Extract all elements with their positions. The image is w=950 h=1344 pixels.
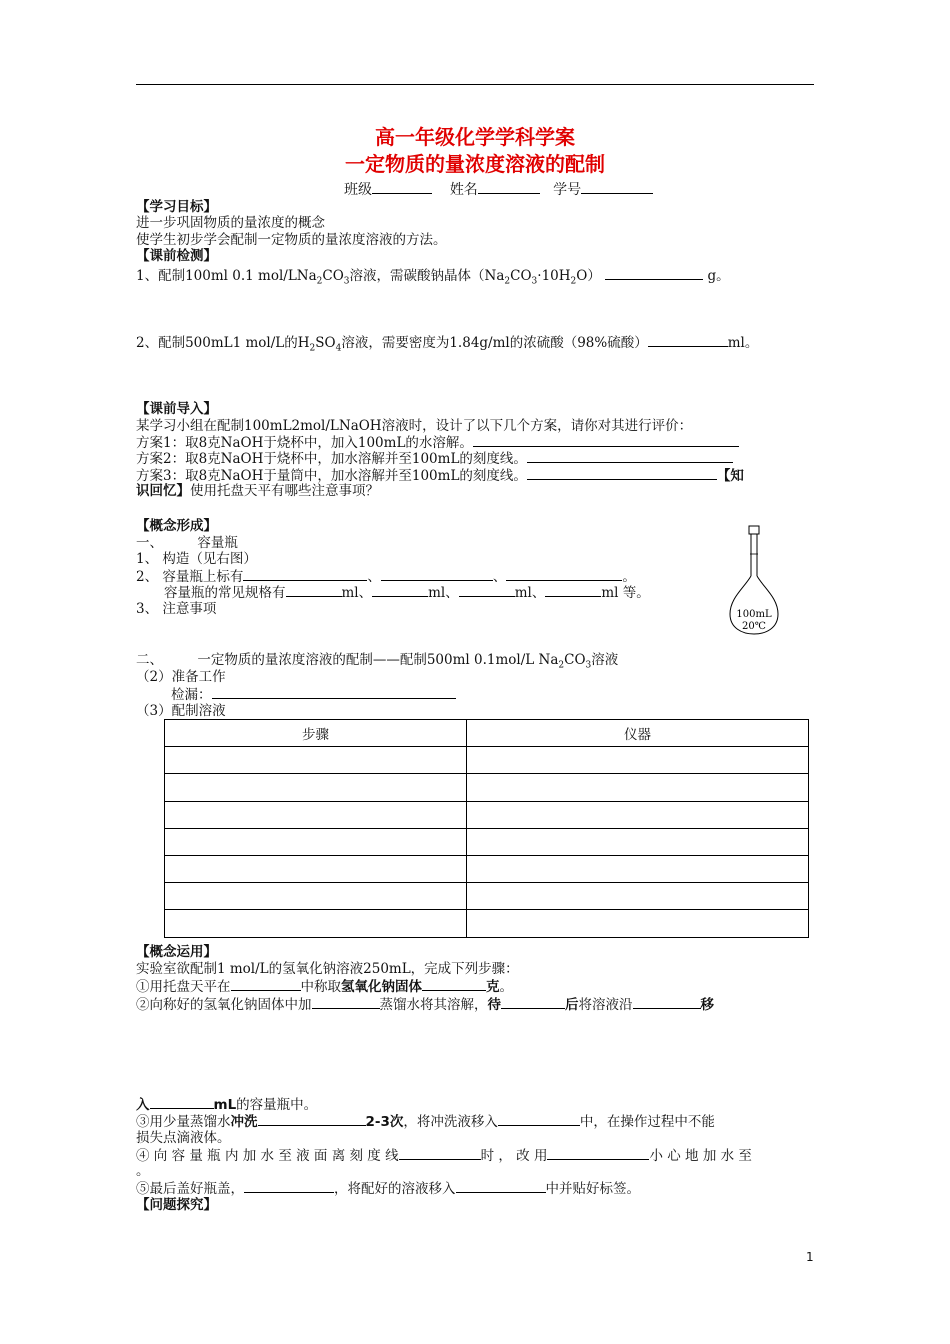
table-row [165,855,809,882]
leak-check: 检漏： [171,686,456,703]
section-volumetric-flask: 一、 容量瓶 [136,535,238,551]
apply-step-2: ②向称好的氢氧化钠固体中加 蒸馏水将其溶解，待 后将溶液沿 移 [136,997,714,1013]
q2-answer-blank[interactable] [648,334,728,347]
flask-notes: 3、 注意事项 [136,601,217,617]
plan-2: 方案2：取8克NaOH于烧杯中，加水溶解并至100mL的刻度线。 [136,450,733,467]
page-number: 1 [806,1250,814,1264]
apply-step-1: ①用托盘天平在 中称取氢氧化钠固体 克。 [136,979,513,995]
leak-check-blank[interactable] [212,686,456,699]
objective-1: 进一步巩固物质的量浓度的概念 [136,215,325,231]
flask-specs: 容量瓶的常见规格有 ml、 ml、 ml、 ml 等。 [164,585,650,601]
apply-step-4-cont: 。 [136,1163,150,1179]
table-header-row [165,720,809,747]
flask-structure: 1、 构造（见右图） [136,551,257,567]
intro-text: 某学习小组在配制100mL2mol/LNaOH溶液时，设计了以下几个方案，请你对其进行评价： [136,418,693,434]
objectives-heading: 【学习目标】 [136,199,217,215]
table-row [165,910,809,937]
objective-2: 使学生初步学会配制一定物质的量浓度溶液的方法。 [136,232,447,248]
header-rule [136,84,814,85]
explore-heading: 【问题探究】 [136,1197,217,1213]
flask-stopper [749,526,759,534]
knowledge-recall: 识回忆】使用托盘天平有哪些注意事项？ [136,483,379,499]
number-blank[interactable] [581,181,653,194]
number-label: 学号 [553,182,582,198]
name-blank[interactable] [478,181,540,194]
table-row [165,747,809,774]
volumetric-flask-diagram [724,524,784,636]
flask-markings: 2、 容量瓶上标有 、 、 。 [136,569,636,585]
intro-heading: 【课前导入】 [136,401,217,417]
doc-title: 高一年级化学学科学案 [375,125,575,149]
apply-intro: 实验室欲配制1 mol/L的氢氧化钠溶液250mL，完成下列步骤： [136,961,519,977]
prep-work: （2）准备工作 [136,669,226,685]
plan-3-blank[interactable] [527,467,717,480]
table-row [165,801,809,828]
plan-1-blank[interactable] [473,434,739,447]
q1-answer-blank[interactable] [605,267,703,280]
plan-1: 方案1：取8克NaOH于烧杯中，加入100mL的水溶解。 [136,434,739,451]
precheck-heading: 【课前检测】 [136,248,217,264]
steps-table [164,719,809,938]
col-steps-header: 步骤 [165,720,467,747]
precheck-q2: 2、配制500mL1 mol/L的$H_2SO_4$溶液，需要密度为1.84g/ml的浓硫酸（98%硫酸） ml。 [136,335,759,354]
plan-3: 方案3：取8克NaOH于量筒中，加水溶解并至100mL的刻度线。 【知 [136,468,744,484]
class-blank[interactable] [372,181,432,194]
flask-volume-label: 100mL [736,609,772,620]
doc-subtitle: 一定物质的量浓度溶液的配制 [345,152,605,176]
flask-temp-label: 20℃ [742,621,766,632]
make-solution: （3）配制溶液 [136,703,226,719]
apply-step-5: ⑤最后盖好瓶盖， ，将配好的溶液移入 中并贴好标签。 [136,1181,640,1197]
class-label: 班级 [344,182,372,198]
table-row [165,774,809,801]
section-solution-prep: 二、 一定物质的量浓度溶液的配制——配制500ml 0.1mol/L $Na_2CO_3$溶液 [136,652,619,671]
concept-heading: 【概念形成】 [136,518,217,534]
apply-step-4: ④ 向 容 量 瓶 内 加 水 至 液 面 离 刻 度 线 时 ， 改 用 小 心 地 加 水 至 [136,1148,752,1164]
apply-step-2-cont: 入 mL的容量瓶中。 [136,1097,318,1113]
plan-2-blank[interactable] [527,450,733,463]
apply-step-3-cont: 损失点滴液体。 [136,1130,231,1146]
col-instruments-header: 仪器 [467,720,809,747]
precheck-q1: 1、配制100ml 0.1 mol/$LNa_2CO_3$溶液，需碳酸钠晶体$(Na_2CO_3\cdot 10H_2O)$ g。 [136,268,730,287]
apply-heading: 【概念运用】 [136,944,217,960]
apply-step-3: ③用少量蒸馏水冲洗 2-3次，将冲洗液移入 中，在操作过程中不能 [136,1114,715,1130]
name-label: 姓名 [449,182,478,198]
table-row [165,883,809,910]
student-info [344,179,653,199]
table-row [165,828,809,855]
